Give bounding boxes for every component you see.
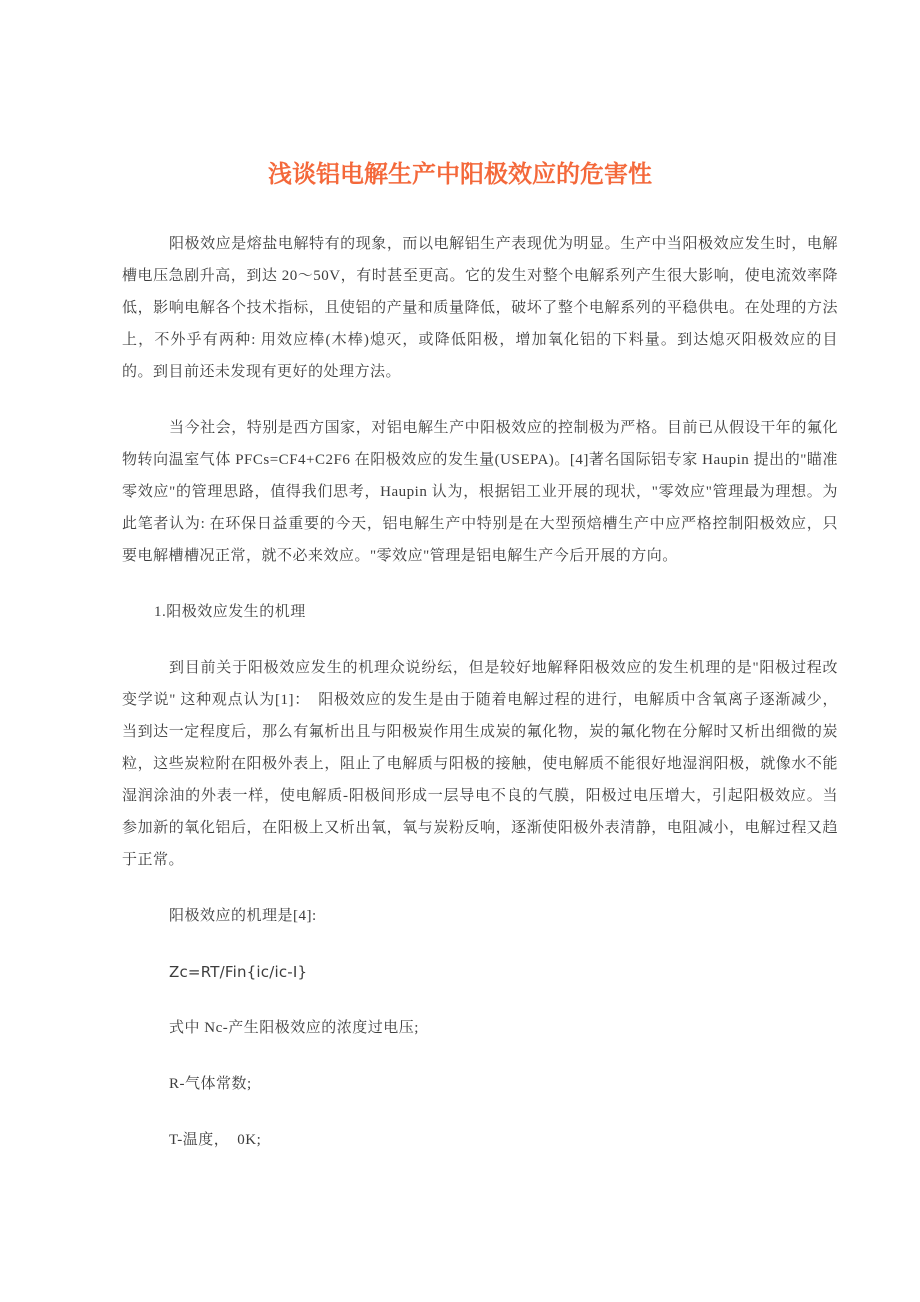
paragraph-mechanism-explanation: 到目前关于阳极效应发生的机理众说纷纭，但是较好地解释阳极效应的发生机理的是"阳极过程改变学说" 这种观点认为[1]： 阳极效应的发生是由于随着电解过程的进行，电解质中含氧离子逐渐减少，当到达一定程度后，那么有氟析出且与阳极炭作用生成炭的氟化物，炭的氟化物在分解时又析出细微的炭粒，这些炭粒附在阳极外表上，阻止了电解质与阳极的接触，使电解质不能很好地湿润阳极，就像水不能湿润涂油的外表一样，使电解质-阳极间形成一层导电不良的气膜，阳极过电压增大，引起阳极效应。当参加新的氧化铝后，在阳极上又析出氧，氧与炭粉反响，逐渐使阳极外表清静，电阻减小，电解过程又趋于正常。 <box>122 660 838 868</box>
paragraph-zero-effect-management: 当今社会，特别是西方国家，对铝电解生产中阳极效应的控制极为严格。目前已从假设干年的氟化物转向温室气体 PFCs=CF4+C2F6 在阳极效应的发生量(USEPA)。[4]著名国际铝专家 Haupin 提出的"瞄准零效应"的管理思路，值得我们思考，Haupin 认为，根据铝工业开展的现状，"零效应"管理最为理想。为此笔者认为: 在环保日益重要的今天，铝电解生产中特别是在大型预焙槽生产中应严格控制阳极效应，只要电解槽槽况正常，就不必来效应。"零效应"管理是铝电解生产今后开展的方向。 <box>122 420 838 564</box>
formula-note-t: T-温度， 0K; <box>169 1132 262 1148</box>
section-heading-mechanism: 1.阳极效应发生的机理 <box>154 604 306 620</box>
formula-zc: Zc=RT/Fin{ic/ic-I} <box>169 963 308 981</box>
formula-note-nc: 式中 Nc-产生阳极效应的浓度过电压; <box>169 1020 419 1036</box>
mechanism-formula-intro: 阳极效应的机理是[4]: <box>169 908 317 924</box>
document-title: 浅谈铝电解生产中阳极效应的危害性 <box>268 162 652 188</box>
paragraph-anode-effect-intro: 阳极效应是熔盐电解特有的现象，而以电解铝生产表现优为明显。生产中当阳极效应发生时，电解槽电压急剧升高，到达 20～50V，有时甚至更高。它的发生对整个电解系列产生很大影响，使电流效率降低，影响电解各个技术指标，且使铝的产量和质量降低，破坏了整个电解系列的平稳供电。在处理的方法上，不外乎有两种: 用效应棒(木棒)熄灭，或降低阳极，增加氧化铝的下料量。到达熄灭阳极效应的目的。到目前还未发现有更好的处理方法。 <box>122 236 838 380</box>
formula-note-r: R-气体常数; <box>169 1076 252 1092</box>
